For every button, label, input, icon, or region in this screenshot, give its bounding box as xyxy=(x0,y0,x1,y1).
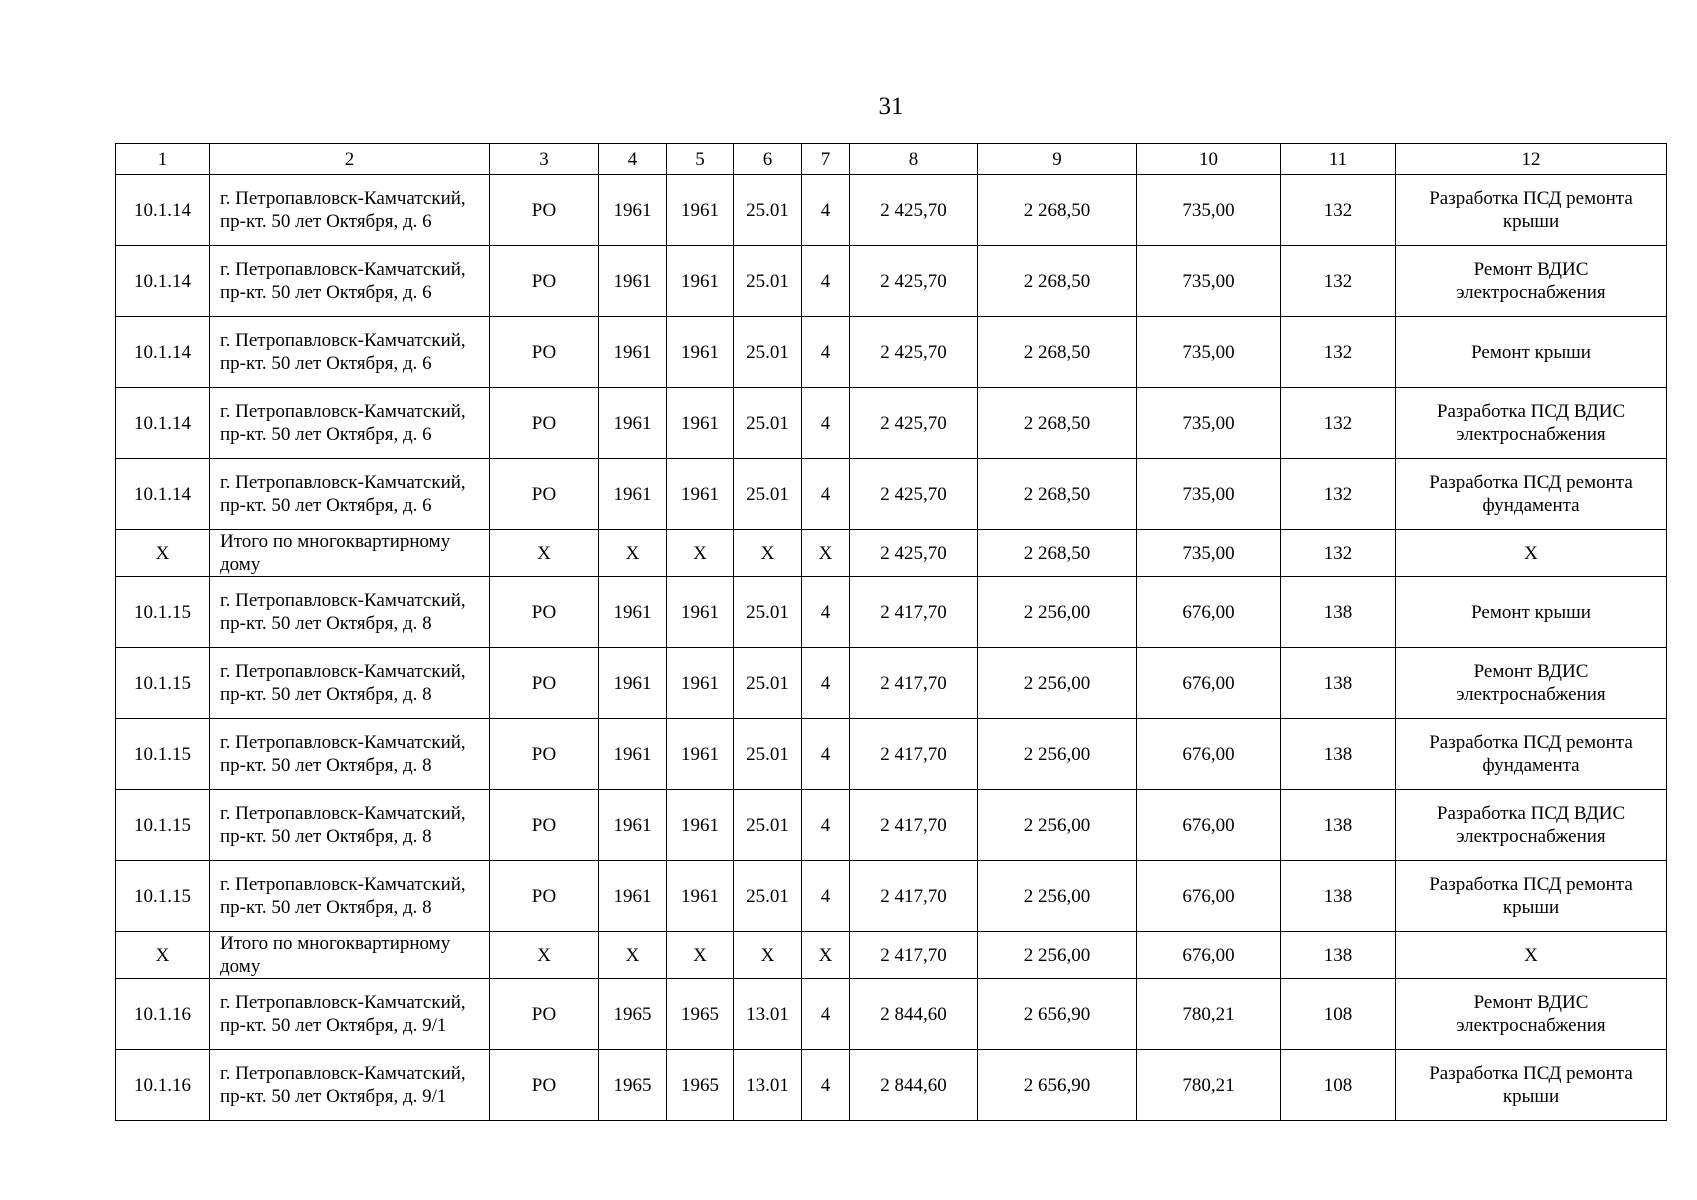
wall-material-cell: 25.01 xyxy=(734,459,802,530)
table-row xyxy=(116,719,1667,790)
residents-cell: 132 xyxy=(1281,317,1396,388)
year-built-cell: X xyxy=(599,932,667,979)
wall-material-cell: 25.01 xyxy=(734,577,802,648)
living-area-cell: 2 268,50 xyxy=(978,317,1137,388)
wall-material-cell: X xyxy=(734,530,802,577)
owner-cell: РО xyxy=(490,317,599,388)
work-type-cell: X xyxy=(1396,530,1667,577)
residents-cell: 108 xyxy=(1281,979,1396,1050)
item-number-cell: X xyxy=(116,932,210,979)
table-row xyxy=(116,648,1667,719)
column-header: 8 xyxy=(850,144,978,175)
floors-cell: X xyxy=(802,530,850,577)
area-cell: 780,21 xyxy=(1137,979,1281,1050)
table-row xyxy=(116,861,1667,932)
work-type-cell: Разработка ПСД ремонта крыши xyxy=(1396,1050,1667,1121)
item-number-cell: 10.1.16 xyxy=(116,1050,210,1121)
wall-material-cell: 13.01 xyxy=(734,1050,802,1121)
owner-cell: РО xyxy=(490,1050,599,1121)
item-number-cell: 10.1.14 xyxy=(116,246,210,317)
floors-cell: 4 xyxy=(802,577,850,648)
work-type-cell: Ремонт ВДИС электроснабжения xyxy=(1396,246,1667,317)
table-row-total xyxy=(116,530,1667,577)
item-number-cell: 10.1.14 xyxy=(116,388,210,459)
owner-cell: РО xyxy=(490,648,599,719)
owner-cell: РО xyxy=(490,577,599,648)
floors-cell: 4 xyxy=(802,246,850,317)
address-cell: г. Петропавловск-Камчатский, пр-кт. 50 лет Октября, д. 8 xyxy=(210,719,490,790)
address-cell: г. Петропавловск-Камчатский, пр-кт. 50 лет Октября, д. 8 xyxy=(210,861,490,932)
area-cell: 676,00 xyxy=(1137,861,1281,932)
owner-cell: РО xyxy=(490,979,599,1050)
living-area-cell: 2 256,00 xyxy=(978,648,1137,719)
wall-material-cell: 25.01 xyxy=(734,246,802,317)
year-commission-cell: 1961 xyxy=(667,648,734,719)
address-cell: г. Петропавловск-Камчатский, пр-кт. 50 лет Октября, д. 9/1 xyxy=(210,979,490,1050)
work-type-cell: Разработка ПСД ремонта крыши xyxy=(1396,175,1667,246)
column-header: 5 xyxy=(667,144,734,175)
residents-cell: 138 xyxy=(1281,577,1396,648)
living-area-cell: 2 656,90 xyxy=(978,1050,1137,1121)
floors-cell: 4 xyxy=(802,175,850,246)
floors-cell: 4 xyxy=(802,790,850,861)
year-commission-cell: 1965 xyxy=(667,979,734,1050)
residents-cell: 138 xyxy=(1281,861,1396,932)
residents-cell: 132 xyxy=(1281,530,1396,577)
floors-cell: 4 xyxy=(802,1050,850,1121)
year-commission-cell: 1961 xyxy=(667,388,734,459)
total-area-cell: 2 417,70 xyxy=(850,932,978,979)
column-header: 7 xyxy=(802,144,850,175)
owner-cell: РО xyxy=(490,388,599,459)
year-built-cell: 1961 xyxy=(599,577,667,648)
year-commission-cell: 1961 xyxy=(667,175,734,246)
year-commission-cell: 1961 xyxy=(667,790,734,861)
year-built-cell: 1961 xyxy=(599,246,667,317)
total-area-cell: 2 425,70 xyxy=(850,388,978,459)
address-cell: г. Петропавловск-Камчатский, пр-кт. 50 лет Октября, д. 8 xyxy=(210,577,490,648)
table-row xyxy=(116,388,1667,459)
item-number-cell: 10.1.15 xyxy=(116,861,210,932)
wall-material-cell: 25.01 xyxy=(734,719,802,790)
year-built-cell: 1961 xyxy=(599,719,667,790)
year-commission-cell: 1961 xyxy=(667,246,734,317)
column-header: 4 xyxy=(599,144,667,175)
owner-cell: РО xyxy=(490,790,599,861)
data-table xyxy=(115,143,1667,1121)
work-type-cell: Разработка ПСД ремонта фундамента xyxy=(1396,719,1667,790)
total-area-cell: 2 844,60 xyxy=(850,979,978,1050)
year-commission-cell: 1961 xyxy=(667,861,734,932)
owner-cell: РО xyxy=(490,719,599,790)
address-cell: г. Петропавловск-Камчатский, пр-кт. 50 лет Октября, д. 6 xyxy=(210,459,490,530)
column-header: 6 xyxy=(734,144,802,175)
column-header: 2 xyxy=(210,144,490,175)
address-cell: г. Петропавловск-Камчатский, пр-кт. 50 лет Октября, д. 6 xyxy=(210,317,490,388)
area-cell: 735,00 xyxy=(1137,246,1281,317)
item-number-cell: X xyxy=(116,530,210,577)
year-commission-cell: 1965 xyxy=(667,1050,734,1121)
living-area-cell: 2 256,00 xyxy=(978,719,1137,790)
living-area-cell: 2 268,50 xyxy=(978,388,1137,459)
item-number-cell: 10.1.14 xyxy=(116,175,210,246)
total-area-cell: 2 425,70 xyxy=(850,175,978,246)
column-header: 1 xyxy=(116,144,210,175)
residents-cell: 132 xyxy=(1281,459,1396,530)
owner-cell: РО xyxy=(490,861,599,932)
residents-cell: 138 xyxy=(1281,648,1396,719)
year-built-cell: 1961 xyxy=(599,459,667,530)
work-type-cell: Разработка ПСД ВДИС электроснабжения xyxy=(1396,388,1667,459)
wall-material-cell: 25.01 xyxy=(734,388,802,459)
address-cell: г. Петропавловск-Камчатский, пр-кт. 50 лет Октября, д. 6 xyxy=(210,388,490,459)
year-commission-cell: X xyxy=(667,932,734,979)
floors-cell: 4 xyxy=(802,861,850,932)
table-row-total xyxy=(116,932,1667,979)
address-cell: г. Петропавловск-Камчатский, пр-кт. 50 лет Октября, д. 8 xyxy=(210,648,490,719)
floors-cell: 4 xyxy=(802,459,850,530)
living-area-cell: 2 656,90 xyxy=(978,979,1137,1050)
year-built-cell: 1965 xyxy=(599,1050,667,1121)
year-built-cell: 1961 xyxy=(599,175,667,246)
address-cell: Итого по многоквартирному дому xyxy=(210,530,490,577)
residents-cell: 138 xyxy=(1281,790,1396,861)
item-number-cell: 10.1.14 xyxy=(116,459,210,530)
column-header: 3 xyxy=(490,144,599,175)
table-row xyxy=(116,459,1667,530)
area-cell: 676,00 xyxy=(1137,577,1281,648)
year-commission-cell: 1961 xyxy=(667,459,734,530)
address-cell: г. Петропавловск-Камчатский, пр-кт. 50 лет Октября, д. 6 xyxy=(210,246,490,317)
table-row xyxy=(116,175,1667,246)
area-cell: 780,21 xyxy=(1137,1050,1281,1121)
total-area-cell: 2 417,70 xyxy=(850,790,978,861)
owner-cell: РО xyxy=(490,246,599,317)
column-header: 11 xyxy=(1281,144,1396,175)
owner-cell: X xyxy=(490,530,599,577)
area-cell: 676,00 xyxy=(1137,932,1281,979)
area-cell: 735,00 xyxy=(1137,388,1281,459)
table-row xyxy=(116,317,1667,388)
work-type-cell: Ремонт ВДИС электроснабжения xyxy=(1396,648,1667,719)
residents-cell: 138 xyxy=(1281,719,1396,790)
wall-material-cell: 25.01 xyxy=(734,861,802,932)
residents-cell: 132 xyxy=(1281,175,1396,246)
work-type-cell: Разработка ПСД ремонта крыши xyxy=(1396,861,1667,932)
total-area-cell: 2 417,70 xyxy=(850,648,978,719)
year-commission-cell: X xyxy=(667,530,734,577)
wall-material-cell: 25.01 xyxy=(734,648,802,719)
item-number-cell: 10.1.15 xyxy=(116,790,210,861)
total-area-cell: 2 425,70 xyxy=(850,317,978,388)
year-built-cell: 1961 xyxy=(599,790,667,861)
living-area-cell: 2 256,00 xyxy=(978,577,1137,648)
year-commission-cell: 1961 xyxy=(667,317,734,388)
table-row xyxy=(116,577,1667,648)
area-cell: 735,00 xyxy=(1137,317,1281,388)
floors-cell: 4 xyxy=(802,719,850,790)
area-cell: 676,00 xyxy=(1137,790,1281,861)
work-type-cell: Разработка ПСД ВДИС электроснабжения xyxy=(1396,790,1667,861)
address-cell: г. Петропавловск-Камчатский, пр-кт. 50 лет Октября, д. 8 xyxy=(210,790,490,861)
area-cell: 676,00 xyxy=(1137,648,1281,719)
living-area-cell: 2 268,50 xyxy=(978,246,1137,317)
owner-cell: РО xyxy=(490,459,599,530)
area-cell: 735,00 xyxy=(1137,530,1281,577)
work-type-cell: Ремонт крыши xyxy=(1396,577,1667,648)
residents-cell: 138 xyxy=(1281,932,1396,979)
work-type-cell: Ремонт крыши xyxy=(1396,317,1667,388)
address-cell: г. Петропавловск-Камчатский, пр-кт. 50 лет Октября, д. 6 xyxy=(210,175,490,246)
residents-cell: 132 xyxy=(1281,246,1396,317)
table-body xyxy=(116,175,1667,1121)
header-row xyxy=(116,144,1667,175)
total-area-cell: 2 425,70 xyxy=(850,246,978,317)
wall-material-cell: 25.01 xyxy=(734,317,802,388)
total-area-cell: 2 417,70 xyxy=(850,719,978,790)
item-number-cell: 10.1.15 xyxy=(116,719,210,790)
owner-cell: РО xyxy=(490,175,599,246)
address-cell: г. Петропавловск-Камчатский, пр-кт. 50 лет Октября, д. 9/1 xyxy=(210,1050,490,1121)
total-area-cell: 2 417,70 xyxy=(850,861,978,932)
item-number-cell: 10.1.15 xyxy=(116,577,210,648)
area-cell: 735,00 xyxy=(1137,459,1281,530)
owner-cell: X xyxy=(490,932,599,979)
area-cell: 735,00 xyxy=(1137,175,1281,246)
living-area-cell: 2 256,00 xyxy=(978,790,1137,861)
item-number-cell: 10.1.15 xyxy=(116,648,210,719)
total-area-cell: 2 844,60 xyxy=(850,1050,978,1121)
page-number: 31 xyxy=(878,93,904,120)
living-area-cell: 2 268,50 xyxy=(978,530,1137,577)
table-row xyxy=(116,790,1667,861)
work-type-cell: X xyxy=(1396,932,1667,979)
floors-cell: X xyxy=(802,932,850,979)
year-commission-cell: 1961 xyxy=(667,577,734,648)
year-built-cell: 1961 xyxy=(599,861,667,932)
work-type-cell: Разработка ПСД ремонта фундамента xyxy=(1396,459,1667,530)
total-area-cell: 2 425,70 xyxy=(850,459,978,530)
column-header: 10 xyxy=(1137,144,1281,175)
total-area-cell: 2 425,70 xyxy=(850,530,978,577)
wall-material-cell: 25.01 xyxy=(734,175,802,246)
floors-cell: 4 xyxy=(802,648,850,719)
table-header xyxy=(116,144,1667,175)
living-area-cell: 2 268,50 xyxy=(978,459,1137,530)
living-area-cell: 2 256,00 xyxy=(978,861,1137,932)
living-area-cell: 2 256,00 xyxy=(978,932,1137,979)
wall-material-cell: X xyxy=(734,932,802,979)
year-built-cell: 1961 xyxy=(599,648,667,719)
column-header: 12 xyxy=(1396,144,1667,175)
floors-cell: 4 xyxy=(802,388,850,459)
table-row xyxy=(116,1050,1667,1121)
total-area-cell: 2 417,70 xyxy=(850,577,978,648)
table-row xyxy=(116,246,1667,317)
year-built-cell: X xyxy=(599,530,667,577)
table-row xyxy=(116,979,1667,1050)
wall-material-cell: 25.01 xyxy=(734,790,802,861)
floors-cell: 4 xyxy=(802,317,850,388)
year-built-cell: 1965 xyxy=(599,979,667,1050)
work-type-cell: Ремонт ВДИС электроснабжения xyxy=(1396,979,1667,1050)
address-cell: Итого по многоквартирному дому xyxy=(210,932,490,979)
year-commission-cell: 1961 xyxy=(667,719,734,790)
living-area-cell: 2 268,50 xyxy=(978,175,1137,246)
area-cell: 676,00 xyxy=(1137,719,1281,790)
residents-cell: 108 xyxy=(1281,1050,1396,1121)
column-header: 9 xyxy=(978,144,1137,175)
wall-material-cell: 13.01 xyxy=(734,979,802,1050)
year-built-cell: 1961 xyxy=(599,317,667,388)
year-built-cell: 1961 xyxy=(599,388,667,459)
item-number-cell: 10.1.16 xyxy=(116,979,210,1050)
item-number-cell: 10.1.14 xyxy=(116,317,210,388)
residents-cell: 132 xyxy=(1281,388,1396,459)
floors-cell: 4 xyxy=(802,979,850,1050)
